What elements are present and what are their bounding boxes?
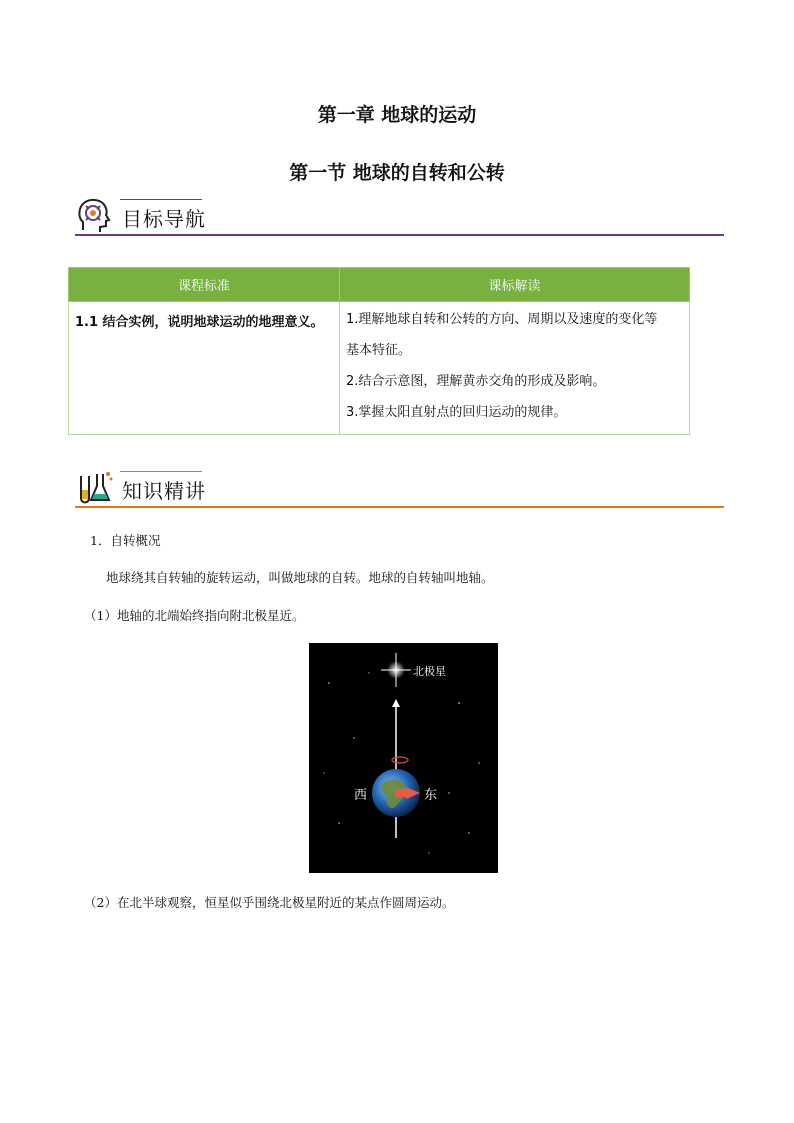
east-label: 东 xyxy=(424,788,438,803)
section-title: 第一节 地球的自转和公转 xyxy=(289,162,505,184)
banner-label: 知识精讲 xyxy=(122,479,206,503)
list-item: （1）地轴的北端始终指向附北极星近。 xyxy=(84,608,305,623)
rotation-arrow-icon xyxy=(392,757,408,763)
table-row xyxy=(69,302,690,435)
standards-table xyxy=(68,267,690,435)
interpretation-cell xyxy=(340,302,690,435)
chapter-title: 第一章 地球的运动 xyxy=(317,104,477,126)
west-label: 西 xyxy=(354,788,368,803)
goal-navigation-banner xyxy=(75,196,724,240)
axis-arrow-icon xyxy=(392,699,400,707)
interpretation-line: 1.理解地球自转和公转的方向、周期以及速度的变化等 xyxy=(346,312,658,327)
knowledge-banner xyxy=(75,468,724,512)
head-gear-icon xyxy=(75,196,115,236)
banner-top-rule xyxy=(120,471,202,472)
table-header-standard: 课程标准 xyxy=(69,268,340,302)
section-heading: 1．自转概况 xyxy=(90,533,161,548)
earth-rotation-figure xyxy=(309,643,498,873)
table-header-row xyxy=(69,268,690,302)
list-item: （2）在北半球观察，恒星似乎围绕北极星附近的某点作圆周运动。 xyxy=(84,895,455,910)
interpretation-line: 3.掌握太阳直射点的回归运动的规律。 xyxy=(346,405,567,420)
flask-icon xyxy=(75,468,115,508)
polaris-star-icon xyxy=(381,653,411,687)
standard-cell: 1.1 结合实例，说明地球运动的地理意义。 xyxy=(69,302,340,435)
banner-bottom-rule xyxy=(75,234,724,236)
paragraph: 地球绕其自转轴的旋转运动，叫做地球的自转。地球的自转轴叫地轴。 xyxy=(106,570,494,585)
interpretation-line: 基本特征。 xyxy=(346,343,412,358)
banner-top-rule xyxy=(120,199,202,200)
interpretation-line: 2.结合示意图，理解黄赤交角的形成及影响。 xyxy=(346,374,606,389)
polaris-label: 北极星 xyxy=(413,665,446,678)
banner-bottom-rule xyxy=(75,506,724,508)
table-header-interpretation: 课标解读 xyxy=(340,268,690,302)
banner-label: 目标导航 xyxy=(122,207,206,231)
